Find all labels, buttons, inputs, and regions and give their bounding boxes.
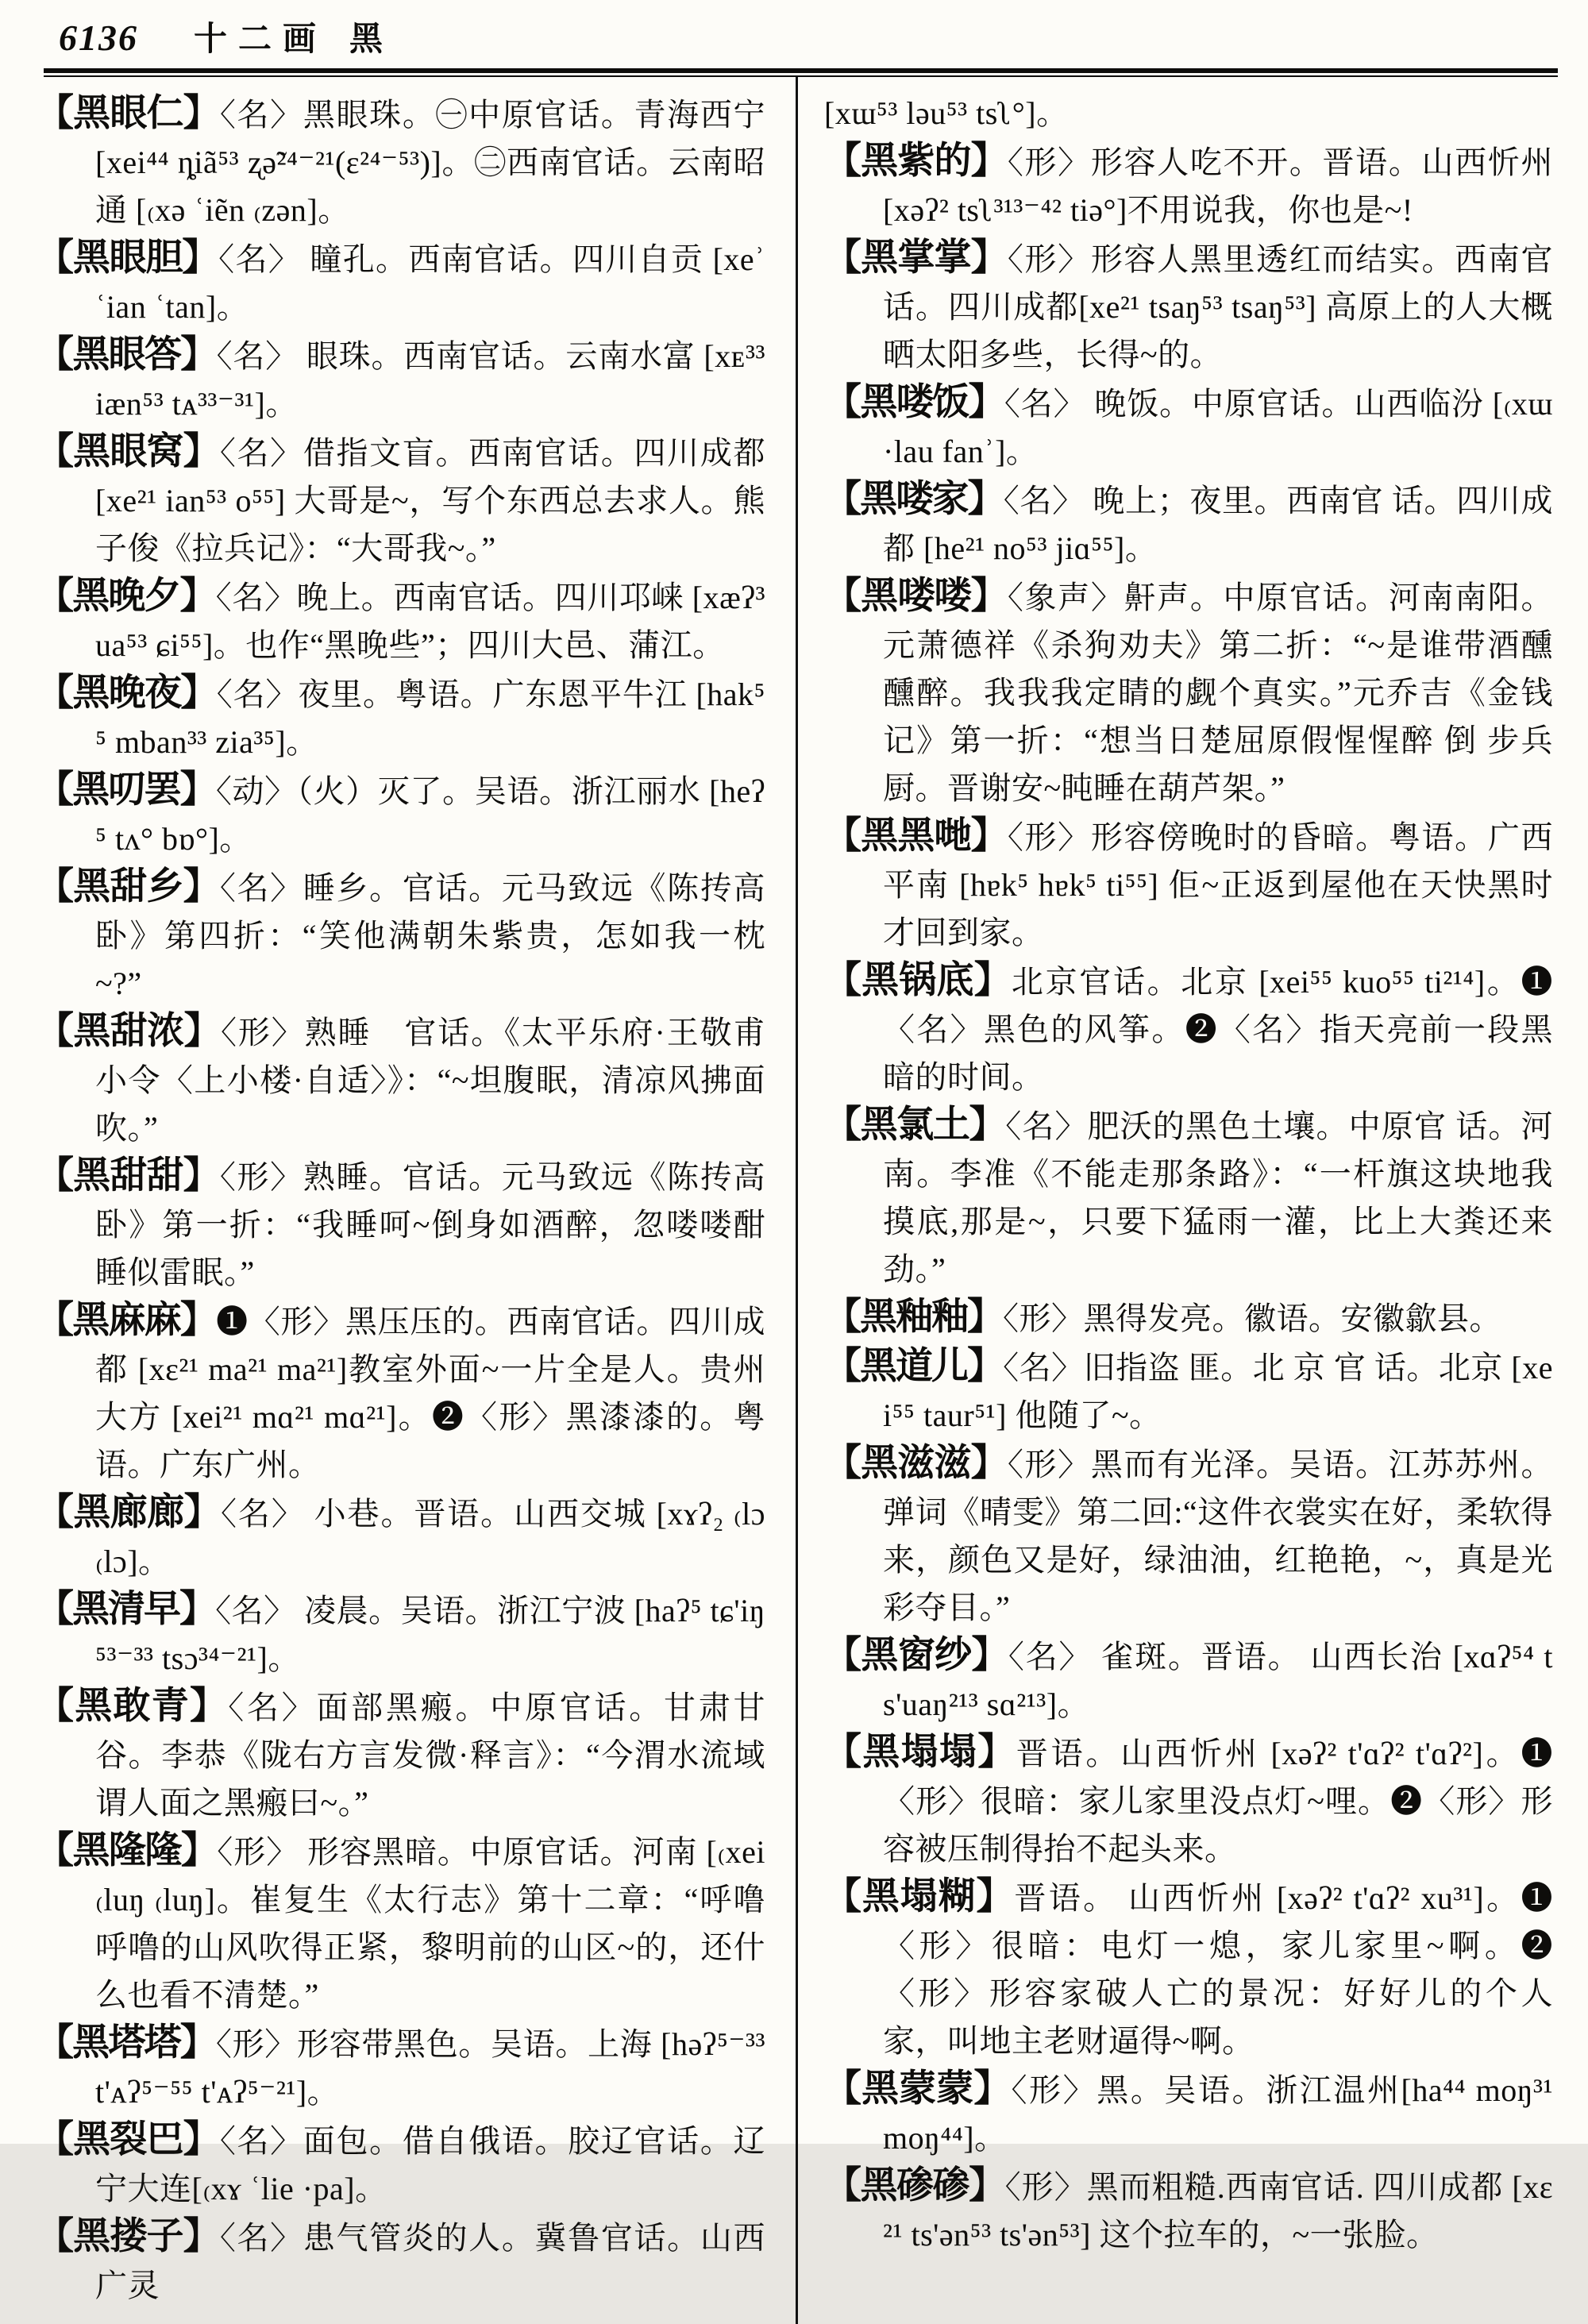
- entry-body: 〈名〉 雀斑。晋语。 山西长治 [xɑʔ⁵⁴ ts'uaŋ²¹³ sɑ²¹³]。: [883, 1639, 1554, 1722]
- entry-body: 〈形〉黑得发亮。徽语。安徽歙县。: [1003, 1301, 1501, 1336]
- stroke-section-title: 十二画: [194, 21, 328, 58]
- entry-headword: 【黑窗纱】: [824, 1635, 1008, 1676]
- entry-headword: 【黑眼仁】: [37, 93, 220, 134]
- dictionary-entry: [37, 572, 765, 669]
- entry-headword: 【黑黑哋】: [824, 815, 1008, 857]
- entry-headword: 【黑甜甜】: [37, 1155, 220, 1197]
- entry-body: 〈名〉面部黑瘢。中原官话。甘肃甘谷。李恭《陇右方言发微·释言》：“今渭水流域谓人面之黑瘢曰~。”: [95, 1690, 765, 1821]
- entry-headword: 【黑紫的】: [824, 141, 1008, 182]
- entry-body: 〈名〉 瞳孔。西南官话。四川自贡 [xeʾ ʿian ʿtan]。: [95, 241, 766, 325]
- entry-body: 〈形〉形容傍晚时的昏暗。粤语。广西平南 [hɐk⁵ hɐk⁵ ti⁵⁵] 佢~正返到屋他在天快黑时才回到家。: [883, 819, 1554, 950]
- entry-headword: 【黑喽喽】: [824, 576, 1008, 617]
- dictionary-entry: [824, 1873, 1553, 2065]
- entry-headword: 【黑喽饭】: [824, 382, 1004, 423]
- entry-body: 〈名〉睡乡。官话。元马致远《陈抟高卧》第四折：“笑他满朝朱紫贵，怎如我一枕~?”: [95, 870, 766, 1001]
- entry-headword: 【黑塌糊】: [824, 1876, 1015, 1917]
- entry-body: 〈形〉黑。吴语。浙江温州[ha⁴⁴ moŋ³¹ moŋ⁴⁴]。: [883, 2072, 1554, 2156]
- running-head: [0, 0, 1588, 60]
- entry-headword: 【黑敢青】: [37, 1686, 229, 1727]
- entry-body: 〈象声〉鼾声。中原官话。河南南阳。元萧德祥《杀狗劝夫》第二折：“~是谁带酒醺醺醉。我我我定睛的觑个真实。”元乔吉《金钱记》第一折：“想当日楚屈原假惺惺醉 倒 步兵 厨。晋谢安~盹睡在葫芦架。”: [883, 580, 1554, 806]
- dictionary-entry: [37, 1682, 765, 1827]
- entry-headword: 【黑碜碜】: [824, 2165, 1005, 2206]
- entry-body: 晋语。山西忻州 [xəʔ² t'ɑʔ² t'ɑʔ²]。❶〈形〉很暗：家儿家里没点灯~哩。❷〈形〉形 容被压制得抬不起头来。: [883, 1736, 1554, 1867]
- dictionary-entry: [37, 2213, 765, 2310]
- entry-body: [xɯ⁵³ ləu⁵³ tsʅ°]。: [824, 95, 1069, 131]
- dictionary-entry: [37, 1827, 765, 2019]
- entry-headword: 【黑眼窝】: [37, 431, 220, 472]
- entry-body: 〈形〉形容带黑色。吴语。上海 [həʔ⁵⁻³³ t'ᴀʔ⁵⁻⁵⁵ t'ᴀʔ⁵⁻²¹]。: [95, 2026, 765, 2110]
- entry-headword: 【黑釉釉】: [824, 1297, 1003, 1338]
- entry-body: 〈名〉夜里。粤语。广东恩平牛江 [hak⁵⁵ mban³³ zia³⁵]。: [95, 676, 765, 760]
- entry-body: 〈名〉肥沃的黑色土壤。中原官 话。河南。李准《不能走那条路》：“一杆旗这块地我摸底,那是~，只要下猛雨一灌，比上大粪还来劲。”: [883, 1108, 1554, 1287]
- entry-headword: 【黑晚夜】: [37, 673, 217, 714]
- entry-headword: 【黑清早】: [37, 1589, 216, 1630]
- entry-body: ❶〈形〉黑压压的。西南官话。四川成都 [xɛ²¹ ma²¹ ma²¹]教室外面~一片全是人。贵州大方 [xei²¹ mɑ²¹ mɑ²¹]。❷〈形〉黑漆漆的。粤语。广东广州。: [95, 1304, 766, 1482]
- entry-headword: 【黑锅底】: [824, 960, 1012, 1001]
- dictionary-entry: [37, 1297, 765, 1489]
- dictionary-entry: [824, 476, 1553, 572]
- entry-headword: 【黑搂子】: [37, 2216, 220, 2257]
- radical-char: 黑: [349, 21, 384, 58]
- entry-body: 〈名〉 凌晨。吴语。浙江宁波 [haʔ⁵ tɕ'iŋ⁵³⁻³³ tsɔ³⁴⁻²¹]。: [95, 1593, 765, 1676]
- dictionary-entry: [37, 1152, 765, 1297]
- dictionary-entry: [824, 1293, 1553, 1343]
- entry-body: 〈形〉熟睡。官话。元马致远《陈抟高卧》第一折：“我睡呵~倒身如酒醉，忽喽喽酣睡似雷眠。”: [95, 1159, 766, 1290]
- header-rule-thick: [44, 68, 1558, 73]
- two-column-body: [0, 77, 1588, 2310]
- entry-body: 北京官话。北京 [xei⁵⁵ kuo⁵⁵ ti²¹⁴]。❶〈名〉黑色的风筝。❷〈名〉指天亮前一段黑暗的时间。: [883, 964, 1554, 1095]
- entry-body: 〈名〉 晚上；夜里。西南官 话。四川成都 [he²¹ no⁵³ jiɑ⁵⁵]。: [883, 483, 1554, 566]
- entry-headword: 【黑隆隆】: [37, 1830, 218, 1871]
- dictionary-entry: [824, 137, 1553, 234]
- entry-body: 〈名〉 小巷。晋语。山西交城 [xɤʔ₂ ₍lɔ ₍lɔ]。: [95, 1496, 765, 1579]
- dictionary-entry: [37, 863, 765, 1008]
- entry-headword: 【黑喽家】: [824, 479, 1004, 520]
- entry-body: 〈名〉面包。借自俄语。胶辽官话。辽宁大连[₍xɤ ʿlie ·pa]。: [95, 2123, 766, 2206]
- dictionary-entry: [37, 90, 765, 234]
- entry-body: 〈名〉 晚饭。中原官话。山西临汾 [₍xɯ ·lau fanʾ]。: [883, 386, 1553, 469]
- column-divider: [796, 77, 798, 2324]
- dictionary-entry: [824, 1439, 1553, 1632]
- dictionary-entry: [37, 1489, 765, 1586]
- dictionary-entry: [37, 2019, 765, 2116]
- dictionary-entry: [824, 2065, 1553, 2162]
- entry-body: 〈名〉 眼珠。西南官话。云南水富 [xᴇ³³ iæn⁵³ tᴀ³³⁻³¹]。: [95, 338, 766, 422]
- entry-body: 〈名〉黑眼珠。㊀中原官话。青海西宁[xei⁴⁴ ȵiã⁵³ ʐə̃²⁴⁻²¹(ɛ²⁴⁻⁵³)]。㊁西南官话。云南昭通 [₍xə ʿiẽn ₍zən]。: [95, 97, 766, 228]
- entry-headword: 【黑蒙蒙】: [824, 2068, 1012, 2110]
- entry-body: 〈形〉形容人吃不开。晋语。山西忻州[xəʔ² tsʅ³¹³⁻⁴² tiə°]不用说我，你也是~!: [883, 145, 1554, 228]
- entry-body: 〈名〉晚上。西南官话。四川邛崃 [xæʔ³ ua⁵³ ɕi⁵⁵]。也作“黑晚些”；四川大邑、蒲江。: [95, 580, 765, 663]
- dictionary-entry: [824, 1101, 1553, 1293]
- entry-headword: 【黑掌掌】: [824, 237, 1008, 279]
- dictionary-entry: [37, 669, 765, 766]
- entry-body: 〈动〉（火）灭了。吴语。浙江丽水 [heʔ⁵ tʌ° bɒ°]。: [95, 773, 766, 857]
- entry-headword: 【黑氯土】: [824, 1104, 1006, 1146]
- dictionary-entry: [824, 1632, 1553, 1729]
- entry-headword: 【黑甜乡】: [37, 866, 220, 908]
- dictionary-entry: [824, 812, 1553, 957]
- entry-headword: 【黑麻麻】: [37, 1300, 217, 1341]
- entry-headword: 【黑眼胆】: [37, 237, 219, 279]
- dictionary-entry: [37, 331, 765, 428]
- entry-body: 〈名〉旧指盗 匪。北 京 官 话。北京 [xei⁵⁵ taur⁵¹] 他随了~。: [883, 1350, 1554, 1433]
- entry-continuation: [824, 90, 1553, 137]
- entry-body: 〈形〉黑而粗糙.西南官话. 四川成都 [xɛ²¹ ts'ən⁵³ ts'ən⁵³] 这个拉车的，~一张脸。: [883, 2169, 1554, 2253]
- dictionary-entry: [37, 1586, 765, 1682]
- entry-headword: 【黑道儿】: [824, 1346, 1004, 1387]
- dictionary-entry: [824, 234, 1553, 379]
- entry-headword: 【黑裂巴】: [37, 2119, 220, 2160]
- entry-body: 〈形〉 形容黑暗。中原官话。河南 [₍xei ₍luŋ ₍luŋ]。崔复生《太行志》第十二章：“呼噜呼噜的山风吹得正紧，黎明前的山区~的，还什么也看不清楚。”: [95, 1834, 766, 2013]
- dictionary-entry: [824, 2162, 1553, 2259]
- right-column: [824, 90, 1553, 2310]
- dictionary-entry: [37, 2116, 765, 2213]
- dictionary-entry: [824, 957, 1553, 1101]
- dictionary-entry: [37, 1008, 765, 1152]
- page-number: 6136: [59, 17, 138, 58]
- entry-headword: 【黑眼答】: [37, 334, 217, 376]
- entry-body: 晋语。 山西忻州 [xəʔ² t'ɑʔ² xu³¹]。❶〈形〉很暗：电灯一熄，家儿家里~啊。❷〈形〉形容家破人亡的景况：好好儿的个人家，叫地主老财逼得~啊。: [883, 1880, 1554, 2059]
- dictionary-entry: [37, 766, 765, 863]
- entry-headword: 【黑塔塔】: [37, 2022, 216, 2064]
- dictionary-entry: [37, 428, 765, 572]
- entry-headword: 【黑晚夕】: [37, 576, 216, 617]
- entry-headword: 【黑廊廊】: [37, 1492, 222, 1533]
- dictionary-entry: [824, 1343, 1553, 1439]
- entry-headword: 【黑叨罢】: [37, 769, 216, 811]
- entry-body: 〈形〉熟睡 官话。《太平乐府·王敬甫小令〈上小楼·自适〉》：“~坦腹眠，清凉风拂面吹。”: [95, 1015, 766, 1146]
- entry-headword: 【黑塌塌】: [824, 1732, 1016, 1773]
- entry-headword: 【黑滋滋】: [824, 1443, 1008, 1484]
- entry-body: 〈名〉借指文盲。西南官话。四川成都 [xe²¹ ian⁵³ o⁵⁵] 大哥是~，写个东西总去求人。熊子俊《拉兵记》：“大哥我~。”: [95, 435, 766, 566]
- dictionary-entry: [37, 234, 765, 331]
- dictionary-entry: [824, 379, 1553, 476]
- dictionary-entry: [824, 1729, 1553, 1873]
- entry-body: 〈形〉黑而有光泽。吴语。江苏苏州。弹词《晴雯》第二回:“这件衣裳实在好，柔软得来，颜色又是好，绿油油，红艳艳，~，真是光彩夺目。”: [883, 1447, 1554, 1625]
- entry-body: 〈形〉形容人黑里透红而结实。西南官话。四川成都[xe²¹ tsaŋ⁵³ tsaŋ⁵³] 高原上的人大概晒太阳多些，长得~的。: [883, 241, 1554, 372]
- entry-body: 〈名〉患气管炎的人。冀鲁官话。山西广灵: [95, 2220, 766, 2303]
- entry-headword: 【黑甜浓】: [37, 1011, 221, 1052]
- dictionary-entry: [824, 572, 1553, 812]
- left-column: [37, 90, 765, 2310]
